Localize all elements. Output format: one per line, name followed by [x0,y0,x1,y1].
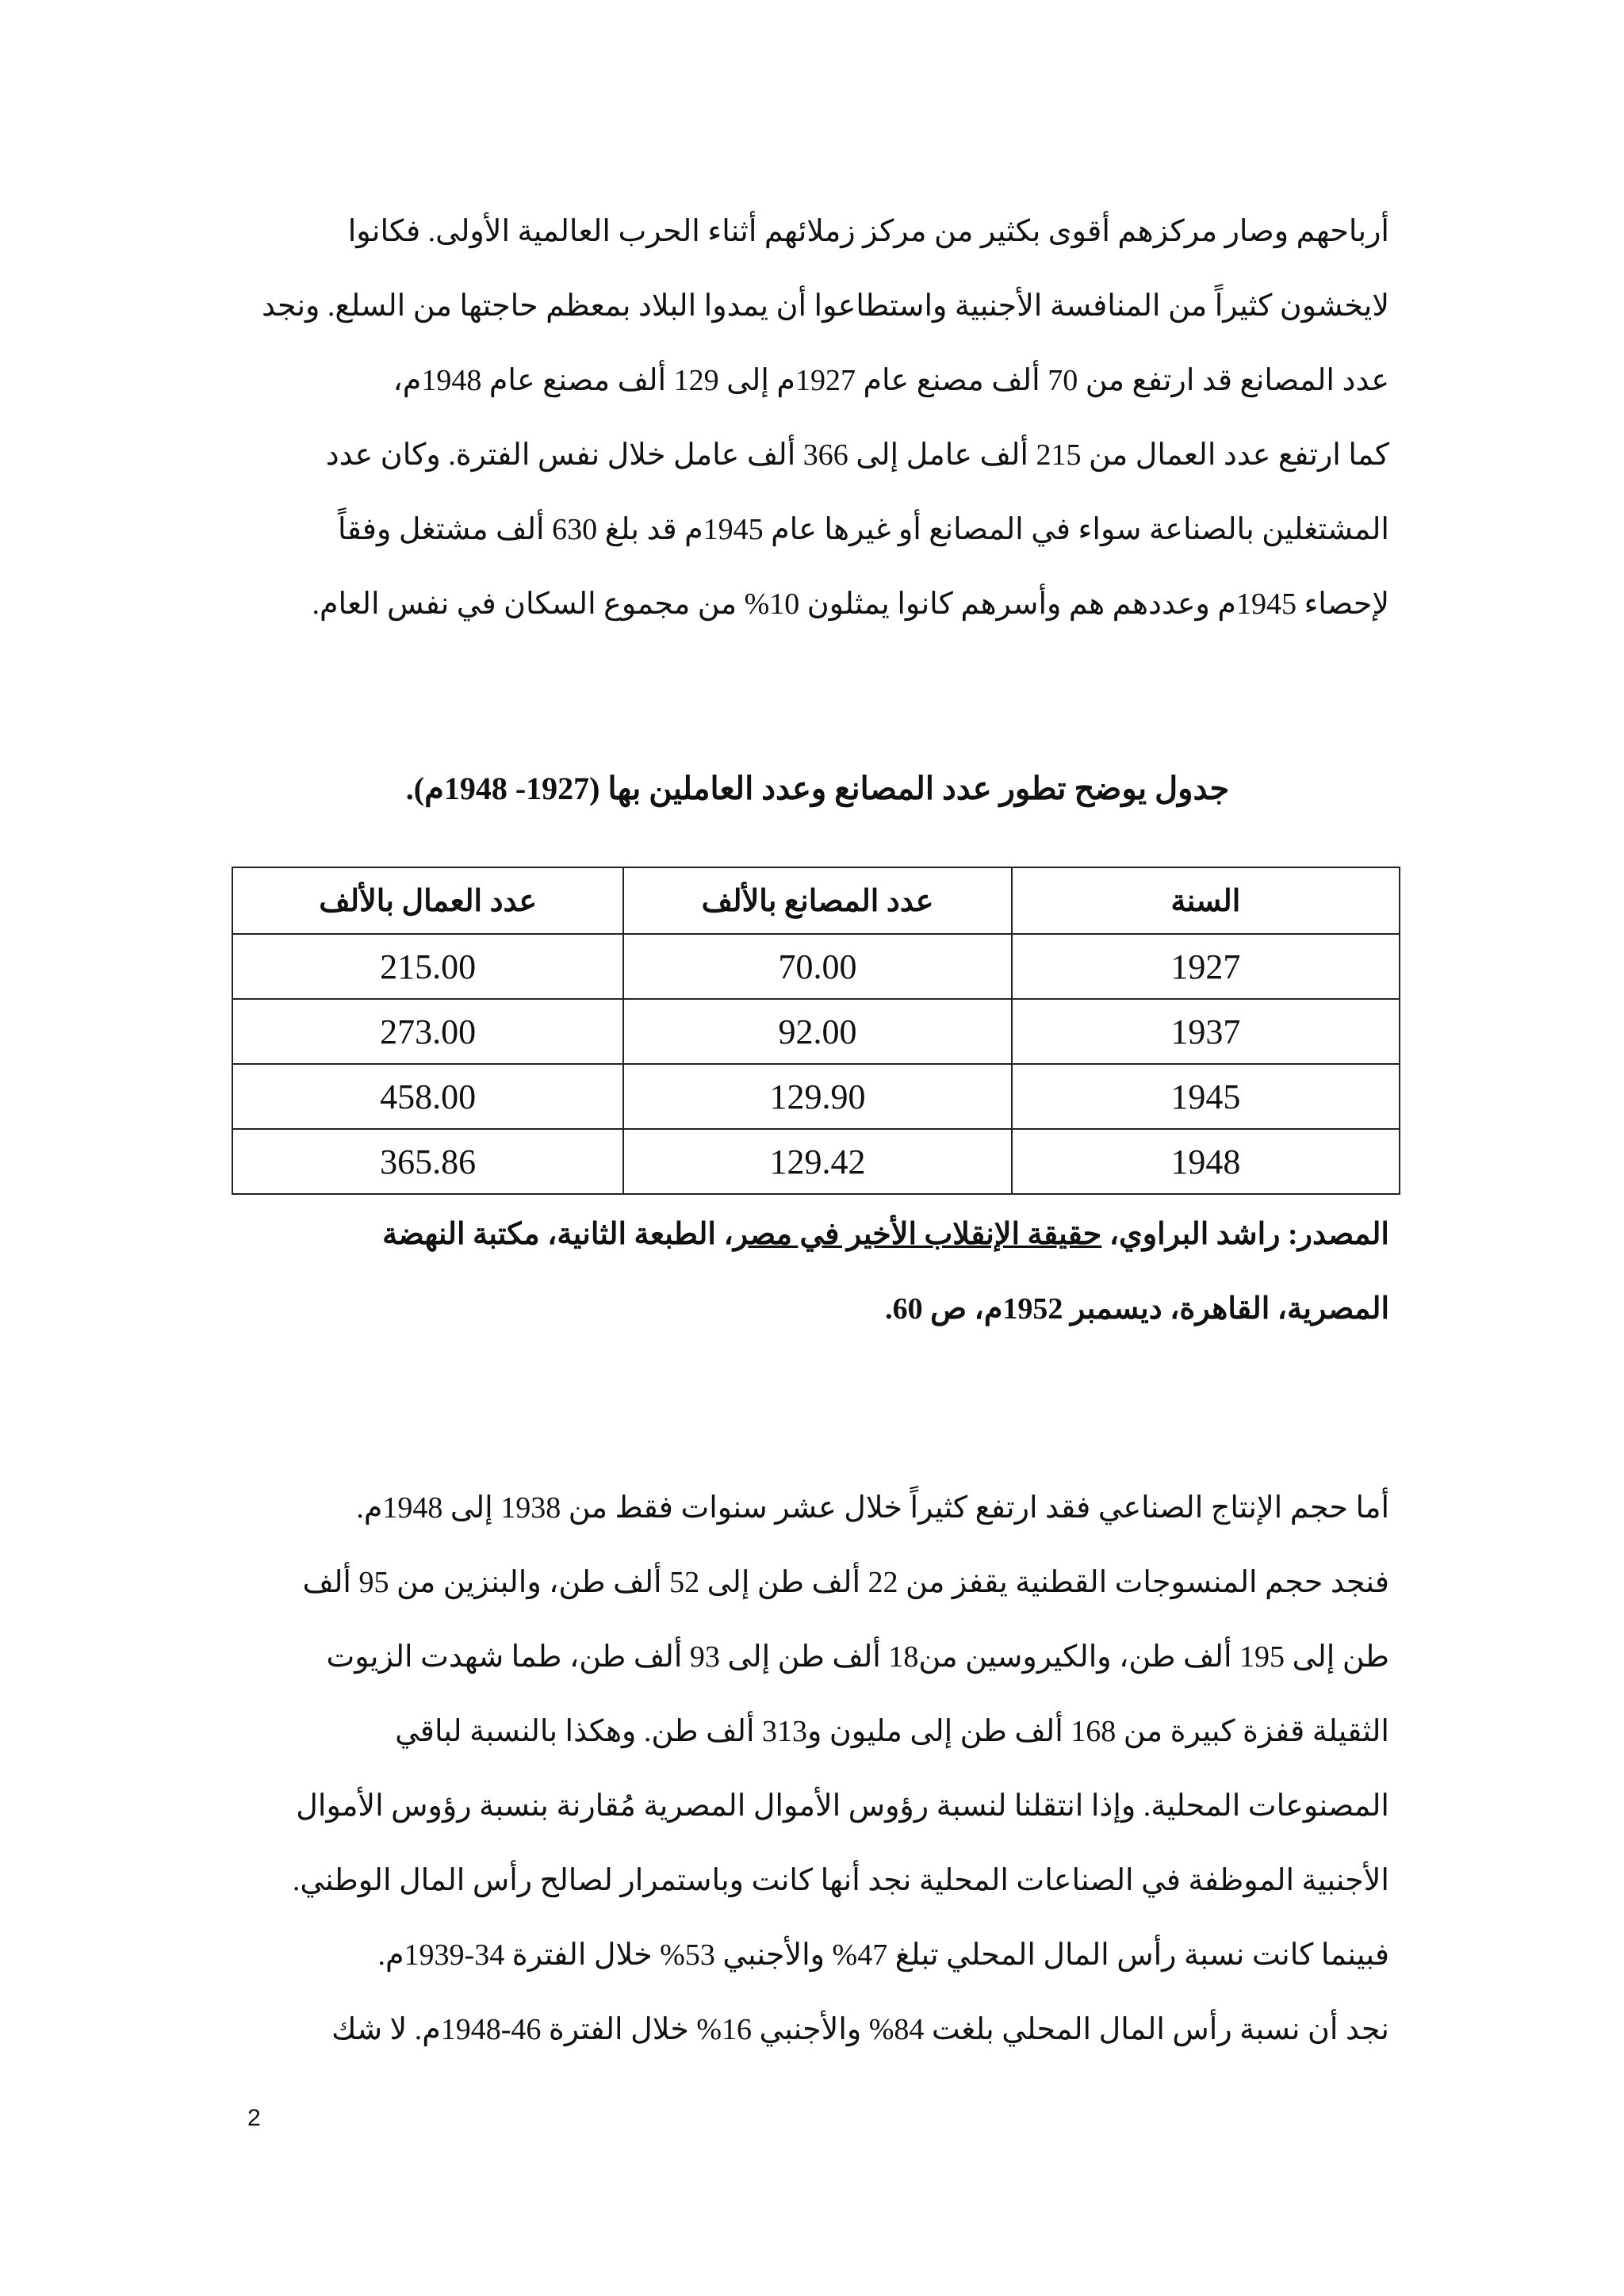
cell-workers: 273.00 [232,999,623,1064]
paragraph-intro [246,194,1389,641]
text-line: أما حجم الإنتاج الصناعي فقد ارتفع كثيراً خلال عشر سنوات فقط من 1938 إلى 1948م. [356,1491,1389,1525]
cell-workers: 365.86 [232,1129,623,1194]
cell-factories: 129.90 [623,1064,1011,1129]
text-line: نجد أن نسبة رأس المال المحلي بلغت 84% والأجنبي 16% خلال الفترة 46-1948م. لا شك [331,2013,1389,2046]
table-row [232,1129,1400,1194]
source-book-title: حقيقة الإنقلاب الأخير في مصر [733,1218,1102,1251]
table-row [232,934,1400,999]
text-line: الأجنبية الموظفة في الصناعات المحلية نجد أنها كانت وباستمرار لصالح رأس المال الوطني. [292,1864,1389,1897]
source-prefix: المصدر: راشد البراوي، [1101,1218,1389,1251]
cell-year: 1948 [1012,1129,1400,1194]
cell-workers: 458.00 [232,1064,623,1129]
page-number: 2 [247,2105,261,2131]
header-workers: عدد العمال بالألف [232,867,623,934]
paragraph-industrial-production [246,1471,1389,2067]
text-line: كما ارتفع عدد العمال من 215 ألف عامل إلى 366 ألف عامل خلال نفس الفترة. وكان عدد [325,438,1389,472]
table-source-note [246,1197,1389,1346]
text-line: عدد المصانع قد ارتفع من 70 ألف مصنع عام 1927م إلى 129 ألف مصنع عام 1948م، [393,364,1389,397]
header-year: السنة [1012,867,1400,934]
table-caption: جدول يوضح تطور عدد المصانع وعدد العاملين بها (1927- 1948م). [405,771,1230,806]
text-line: المشتغلين بالصناعة سواء في المصانع أو غيرها عام 1945م قد بلغ 630 ألف مشتغل وفقاً [338,513,1389,546]
source-line: المصرية، القاهرة، ديسمبر 1952م، ص 60. [885,1292,1389,1326]
text-line: المصنوعات المحلية. وإذا انتقلنا لنسبة رؤوس الأموال المصرية مُقارنة بنسبة رؤوس الأموال [296,1789,1389,1823]
cell-workers: 215.00 [232,934,623,999]
source-line [246,1197,1389,1272]
cell-factories: 129.42 [623,1129,1011,1194]
text-line: لايخشون كثيراً من المنافسة الأجنبية واستطاعوا أن يمدوا البلاد بمعظم حاجتها من السلع. ونجد [262,289,1389,323]
cell-year: 1927 [1012,934,1400,999]
text-line: لإحصاء 1945م وعددهم هم وأسرهم كانوا يمثلون 10% من مجموع السكان في نفس العام. [312,587,1389,621]
text-line: طن إلى 195 ألف طن، والكيروسين من18 ألف طن إلى 93 ألف طن، طما شهدت الزيوت [326,1640,1389,1674]
text-line: أرباحهم وصار مركزهم أقوى بكثير من مركز زملائهم أثناء الحرب العالمية الأولى. فكانوا [347,215,1389,248]
table-header-row [232,867,1400,934]
table-row [232,999,1400,1064]
text-line: فبينما كانت نسبة رأس المال المحلي تبلغ 47% والأجنبي 53% خلال الفترة 34-1939م. [377,1938,1389,1972]
source-suffix: ، الطبعة الثانية، مكتبة النهضة [382,1218,733,1251]
header-factories: عدد المصانع بالألف [623,867,1011,934]
text-line: فنجد حجم المنسوجات القطنية يقفز من 22 ألف طن إلى 52 ألف طن، والبنزين من 95 ألف [302,1566,1389,1599]
factories-workers-table [232,867,1400,1195]
cell-factories: 92.00 [623,999,1011,1064]
cell-factories: 70.00 [623,934,1011,999]
text-line: الثقيلة قفزة كبيرة من 168 ألف طن إلى مليون و313 ألف طن. وهكذا بالنسبة لباقي [395,1715,1389,1748]
cell-year: 1945 [1012,1064,1400,1129]
table-row [232,1064,1400,1129]
cell-year: 1937 [1012,999,1400,1064]
